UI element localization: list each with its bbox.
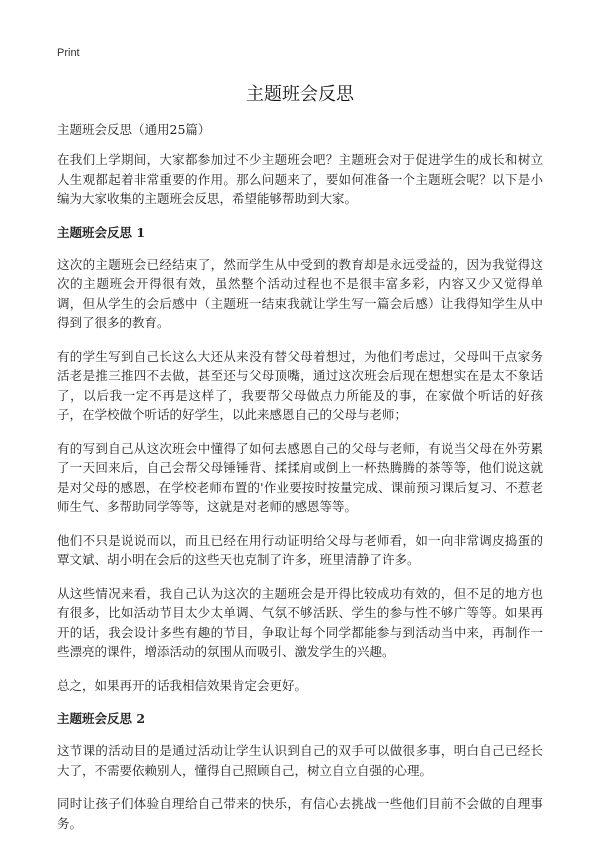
intro-paragraph: 在我们上学期间，大家都参加过不少主题班会吧？主题班会对于促进学生的成长和树立人生观都起着非常重要的作用。那么问题来了，要如何准备一个主题班会呢？以下是小编为大家收集的主题班会反思，希望能够帮助到大家。 — [57, 152, 543, 206]
section-paragraph: 这次的主题班会已经结束了，然而学生从中受到的教育却是永远受益的，因为我觉得这次的主题班会开得很有效，虽然整个活动过程也不是很丰富多彩，内容又少又觉得单调，但从学生的会后感中（主题班一结束我就让学生写一篇会后感）让我得知学生从中得到了很多的教育。 — [57, 256, 543, 330]
section-paragraph: 同时让孩子们体验自理给自己带来的快乐，有信心去挑战一些他们目前不会做的自理事务。 — [57, 796, 543, 831]
section-paragraph: 从这些情况来看，我自己认为这次的主题班会是开得比较成功有效的，但不足的地方也有很多，比如活动节目太少太单调、气氛不够活跃、学生的参与性不够广等等。如果再开的话，我会设计多些有趣的节目，争取让每个同学都能参与到活动当中来，再制作一些漂亮的课件，增添活动的氛围从而吸引、激发学生的兴趣。 — [57, 585, 543, 659]
section-1 — [57, 223, 543, 696]
section-paragraph: 有的写到自己从这次班会中懂得了如何去感恩自己的父母与老师，有说当父母在外劳累了一天回来后，自己会帮父母锤锤背、揉揉肩或倒上一杯热腾腾的茶等等，他们说这就是对父母的感恩，在学校老师布置的'作业要按时按量完成、课前预习课后复习、不惹老师生气、多帮助同学等等，这就是对老师的感恩等等。 — [57, 440, 543, 514]
section-heading: 主题班会反思 2 — [57, 711, 146, 726]
section-heading: 主题班会反思 1 — [57, 224, 146, 240]
section-paragraph: 这节课的活动目的是通过活动让学生认识到自己的双手可以做很多事，明白自己已经长大了，不需要依赖别人，懂得自己照顾自己，树立自立自强的心理。 — [57, 743, 543, 778]
document-subtitle: 主题班会反思（通用25篇） — [57, 122, 211, 137]
print-label[interactable]: Print — [57, 47, 80, 59]
document-body — [57, 120, 543, 847]
section-2 — [57, 709, 543, 833]
document-title: 主题班会反思 — [246, 84, 354, 105]
section-paragraph: 他们不只是说说而以，而且已经在用行动证明给父母与老师看，如一向非常调皮捣蛋的覃文斌、胡小明在会后的这些天也克制了许多，班里清静了许多。 — [57, 532, 543, 567]
section-paragraph: 总之，如果再开的话我相信效果肯定会更好。 — [57, 677, 308, 693]
section-paragraph: 有的学生写到自己长这么大还从来没有替父母着想过，为他们考虑过，父母叫干点家务活老是推三推四不去做，甚至还与父母顶嘴，通过这次班会后现在想想实在是太不象话了，以后我一定不再是这样了，我要帮父母做点力所能及的事，在家做个听话的好孩子，在学校做个听话的好学生，以此来感恩自己的父母与老师； — [57, 348, 543, 422]
